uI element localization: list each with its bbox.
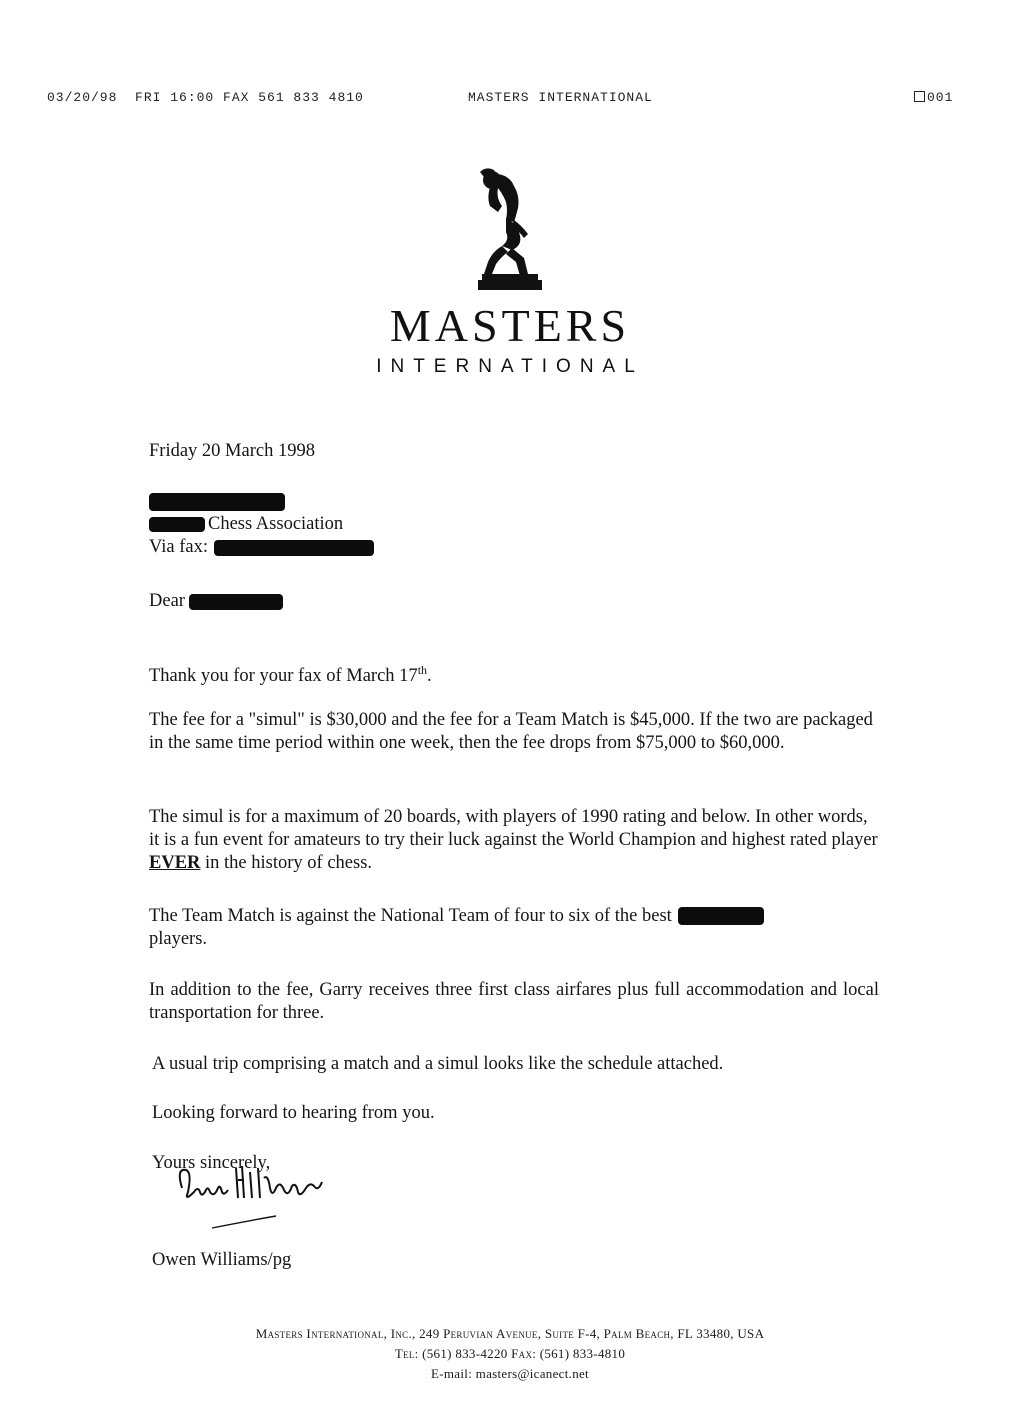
signatory-name: Owen Williams/pg	[152, 1249, 292, 1270]
discus-thrower-statue-icon	[462, 162, 558, 298]
paragraph-simul-text: The simul is for a maximum of 20 boards, with players of 1990 rating and below. In other words, it is a fun event for amateurs to try their luck against the World Champion and highest rated player	[149, 806, 878, 850]
letterhead-footer	[140, 1324, 880, 1384]
greeting-word: Dear	[149, 591, 185, 611]
paragraph-schedule: A usual trip comprising a match and a simul looks like the schedule attached.	[152, 1053, 724, 1074]
fax-header-sender: MASTERS INTERNATIONAL	[468, 90, 653, 105]
paragraph-thanks	[149, 659, 879, 688]
letter-date: Friday 20 March 1998	[149, 441, 315, 461]
redacted-recipient-name	[149, 493, 285, 511]
paragraph-simul-end: in the history of chess.	[200, 852, 373, 873]
paragraph-simul	[149, 806, 879, 875]
footer-address: Masters International, Inc., 249 Peruvian Avenue, Suite F-4, Palm Beach, FL 33480, USA	[255, 1326, 765, 1341]
emphasis-ever: EVER	[149, 852, 201, 873]
paragraph-looking-forward: Looking forward to hearing from you.	[152, 1102, 435, 1123]
paragraph-team-match-text: The Team Match is against the National Team of four to six of the best	[149, 905, 672, 926]
fax-header-timestamp: 03/20/98 FRI 16:00 FAX 561 833 4810	[47, 90, 364, 105]
recipient-block	[149, 490, 879, 559]
fax-header-page	[914, 90, 953, 105]
handwritten-signature	[172, 1158, 332, 1230]
paragraph-team-match	[149, 905, 879, 951]
page-box-icon	[914, 91, 925, 102]
ordinal-suffix: th	[417, 662, 428, 677]
paragraph-additions: In addition to the fee, Garry receives three first class airfares plus full accommodation and local transportation for three.	[149, 979, 879, 1023]
redacted-addressee	[189, 594, 283, 610]
redacted-country	[149, 517, 205, 532]
fax-transmission-header	[0, 90, 1020, 114]
redacted-nationality	[678, 907, 764, 925]
footer-phone-fax: Tel: (561) 833-4220 Fax: (561) 833-4810	[394, 1346, 626, 1361]
footer-email: E-mail: masters@icanect.net	[431, 1366, 589, 1381]
letter-greeting	[149, 590, 879, 613]
company-logo-subtitle: INTERNATIONAL	[376, 356, 644, 377]
letter-closing: Yours sincerely,	[152, 1152, 271, 1173]
via-fax-label: Via fax:	[149, 537, 208, 557]
fax-page-number: 001	[927, 90, 954, 105]
redacted-fax-number	[214, 540, 374, 556]
paragraph-fees: The fee for a "simul" is $30,000 and the fee for a Team Match is $45,000. If the two are packaged in the same time period within one week, then the fee drops from $75,000 to $60,000.	[149, 709, 873, 753]
company-logo-name: MASTERS	[389, 300, 631, 351]
paragraph-team-match-end: players.	[149, 928, 208, 949]
recipient-organization: Chess Association	[208, 514, 344, 534]
paragraph-thanks-text: Thank you for your fax of March 17	[149, 665, 418, 686]
paragraph-thanks-end: .	[427, 665, 432, 686]
